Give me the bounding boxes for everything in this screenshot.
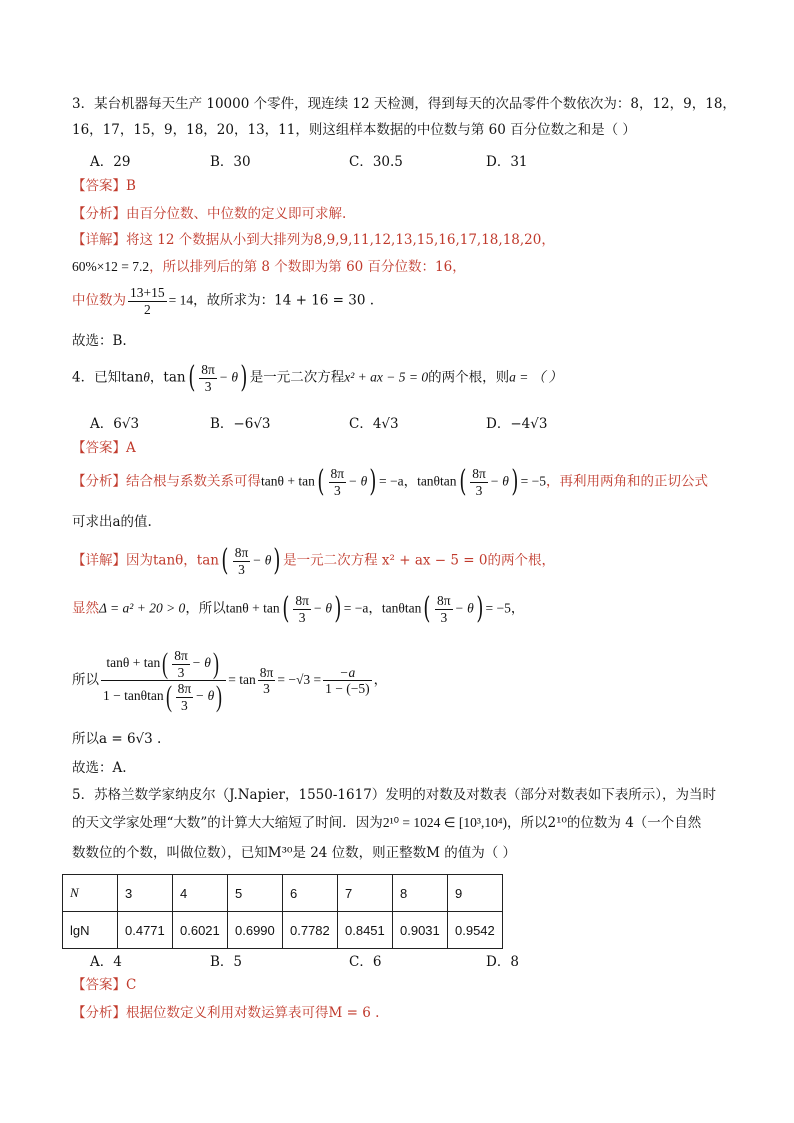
detail-pre: 所以 xyxy=(72,672,99,689)
right-paren: ) xyxy=(369,464,377,500)
table-cell: lgN xyxy=(63,912,118,949)
answer-value: C xyxy=(126,977,137,993)
fraction-numerator: 8π xyxy=(177,681,192,697)
left-paren: ( xyxy=(165,680,172,714)
stem-mid: 是一元二次方程 xyxy=(249,369,345,386)
minus-theta: − θ xyxy=(312,600,333,616)
left-paren: ( xyxy=(187,360,195,396)
analysis-eq1: = −a，tanθtan xyxy=(378,473,457,489)
detail-tag: 【详解】 xyxy=(72,232,126,248)
answer-tag: 【答案】 xyxy=(72,440,126,456)
q3-detail-line2 xyxy=(72,259,466,275)
angle-fraction xyxy=(435,593,453,625)
fraction-numerator: 8π xyxy=(330,466,345,481)
detail-text: 将这 12 个数据从小到大排列为8,9,9,11,12,13,15,16,17,18,18,20， xyxy=(126,232,555,248)
table-row xyxy=(63,912,503,949)
detail-tag: 【详解】 xyxy=(72,552,126,569)
median-fraction xyxy=(128,285,167,317)
q4-stem xyxy=(72,362,562,394)
fraction-numerator: 8π xyxy=(259,664,274,680)
fraction-numerator: 13+15 xyxy=(130,285,165,300)
left-paren: ( xyxy=(162,647,169,681)
fraction-denominator: 3 xyxy=(298,609,306,625)
q4-answer xyxy=(72,440,136,456)
q4-option-a: A．6√3 xyxy=(90,416,140,432)
q5-option-b: B．5 xyxy=(210,954,243,970)
fraction-numerator: 8π xyxy=(472,466,486,481)
minus-theta: − θ xyxy=(348,473,368,489)
detail-end: ， xyxy=(373,672,388,689)
angle-fraction xyxy=(293,593,311,625)
fraction-numerator: 8π xyxy=(437,593,451,608)
q4-detail-line2 xyxy=(72,593,524,625)
right-paren: ) xyxy=(240,360,248,396)
table-cell: 7 xyxy=(338,875,393,912)
q4-choose: 故选：A. xyxy=(72,760,127,776)
left-paren: ( xyxy=(458,464,466,500)
sum-text: ，故所求为：14 + 16 = 30 . xyxy=(193,292,375,309)
left-paren: ( xyxy=(317,464,325,500)
power-range: 2¹⁰ = 1024 ∈ [10³,10⁴) xyxy=(382,815,508,830)
fraction-denominator: 3 xyxy=(204,378,212,394)
q5-analysis xyxy=(72,1005,379,1021)
analysis-text: 根据位数定义利用对数运算表可得M = 6 . xyxy=(126,1005,380,1021)
minus-theta: − θ xyxy=(454,600,474,616)
angle-fraction xyxy=(233,545,251,577)
analysis-text: 由百分位数、中位数的定义即可求解. xyxy=(126,206,347,222)
q3-option-b: B．30 xyxy=(210,154,251,170)
fraction-denominator: 3 xyxy=(180,697,188,713)
stem-sep: ，tan xyxy=(149,369,186,386)
discriminant: Δ = a² + 20 > 0 xyxy=(99,600,186,616)
table-cell: 5 xyxy=(228,875,283,912)
fraction-denominator: 3 xyxy=(263,681,270,697)
q5-option-a: A．4 xyxy=(90,954,122,970)
q3-detail-line1 xyxy=(72,232,555,248)
q3-analysis xyxy=(72,206,346,222)
table-cell: 0.4771 xyxy=(118,912,173,949)
q4-detail-line3 xyxy=(72,648,387,713)
analysis-post: ，再利用两角和的正切公式 xyxy=(546,473,709,490)
left-paren: ( xyxy=(281,591,290,627)
q5-option-d: D．8 xyxy=(486,954,519,970)
fraction-numerator xyxy=(101,648,226,681)
right-paren: ) xyxy=(334,591,342,627)
median-value: = 14 xyxy=(168,292,194,308)
table-cell: 0.9031 xyxy=(393,912,448,949)
detail-mid: ，所以tanθ + tan xyxy=(185,600,280,616)
fraction-denominator: 1 − (−5) xyxy=(325,681,370,697)
answer-tag: 【答案】 xyxy=(72,977,126,993)
fraction-denominator: 3 xyxy=(440,609,448,625)
q4-option-c: C．4√3 xyxy=(349,416,399,432)
detail-eq: = −√3 = xyxy=(277,672,322,688)
answer-value: B xyxy=(126,178,136,194)
q3-stem-line1: 3．某台机器每天生产 10000 个零件，现连续 12 天检测，得到每天的次品零件个数依次为：8，12，9，18， xyxy=(72,96,736,112)
q4-option-d: D．−4√3 xyxy=(486,416,548,432)
detail-text: ，所以排列后的第 8 个数即为第 60 百分位数：16， xyxy=(149,259,466,275)
detail-eq: = −a，tanθtan xyxy=(343,600,422,616)
q4-option-b: B．−6√3 xyxy=(210,416,271,432)
analysis-tag: 【分析】 xyxy=(72,473,126,490)
right-paren: ) xyxy=(212,647,219,681)
detail-mid: = tan xyxy=(228,672,256,688)
table-cell: 0.7782 xyxy=(283,912,338,949)
table-cell: 0.8451 xyxy=(338,912,393,949)
right-paren: ) xyxy=(476,591,484,627)
right-paren: ) xyxy=(216,680,223,714)
table-row xyxy=(63,875,503,912)
ratio-fraction xyxy=(323,665,371,697)
analysis-pre: 结合根与系数关系可得 xyxy=(126,473,261,490)
log-table xyxy=(62,874,503,949)
table-cell: N xyxy=(63,875,118,912)
fraction-numerator: 8π xyxy=(174,648,188,663)
answer-value: A xyxy=(126,440,136,456)
q3-choose: 故选：B. xyxy=(72,333,127,349)
table-cell: 4 xyxy=(173,875,228,912)
theta-symbol: θ xyxy=(143,369,150,385)
angle-fraction xyxy=(176,681,194,713)
fraction-denominator xyxy=(101,681,226,713)
minus-theta: − θ xyxy=(195,688,215,704)
q3-option-d: D．31 xyxy=(486,154,528,170)
table-cell: 0.6990 xyxy=(228,912,283,949)
percentile-calc: 60%×12 = 7.2 xyxy=(72,259,150,274)
q3-detail-line3 xyxy=(72,285,374,317)
table-cell: 3 xyxy=(118,875,173,912)
minus-theta: − θ xyxy=(218,369,238,385)
angle-fraction xyxy=(258,665,276,697)
fraction-numerator: −a xyxy=(323,665,371,682)
minus-theta: − θ xyxy=(191,655,211,671)
detail-post: 是一元二次方程 x² + ax − 5 = 0的两个根， xyxy=(283,552,555,569)
fraction-denominator: 2 xyxy=(143,301,151,317)
stem-post: ，所以2¹⁰的位数为 4（一个自然 xyxy=(507,815,702,831)
table-cell: 0.9542 xyxy=(448,912,503,949)
q3-option-c: C．30.5 xyxy=(349,154,403,170)
right-paren: ) xyxy=(511,464,519,500)
analysis-tag: 【分析】 xyxy=(72,1005,126,1021)
left-paren: ( xyxy=(423,591,431,627)
denominator-text: 1 − tanθtan xyxy=(103,688,164,704)
fraction-numerator: 8π xyxy=(295,593,309,608)
answer-tag: 【答案】 xyxy=(72,178,126,194)
minus-theta: − θ xyxy=(489,473,509,489)
median-label: 中位数为 xyxy=(72,292,126,309)
q4-detail-line4: 所以a = 6√3 . xyxy=(72,731,162,747)
fraction-numerator: 8π xyxy=(201,362,215,377)
analysis-tag: 【分析】 xyxy=(72,206,126,222)
angle-fraction xyxy=(199,362,217,394)
fraction-denominator: 3 xyxy=(177,664,185,680)
table-cell: 6 xyxy=(283,875,338,912)
angle-fraction xyxy=(172,648,190,680)
question-a: a = （ ） xyxy=(509,369,563,385)
q5-stem-line3: 数数位的个数，叫做位数），已知M³⁰是 24 位数，则正整数M 的值为（ ） xyxy=(72,845,517,861)
fraction-denominator: 3 xyxy=(238,561,245,577)
stem-pre: 的天文学家处理“大数”的计算大大缩短了时间．因为 xyxy=(72,815,383,831)
fraction-numerator: 8π xyxy=(234,545,249,560)
q5-stem-line2 xyxy=(72,815,701,831)
numerator-text: tanθ + tan xyxy=(106,655,161,671)
angle-fraction xyxy=(470,466,488,498)
minus-theta: − θ xyxy=(252,552,272,568)
angle-fraction xyxy=(329,466,347,498)
right-paren: ) xyxy=(273,543,281,579)
stem-pre: 4．已知tan xyxy=(72,369,144,386)
q3-stem-line2: 16，17，15，9，18，20，13，11，则这组样本数据的中位数与第 60 百分位数之和是（ ） xyxy=(72,122,636,138)
detail-pre: 显然 xyxy=(72,600,99,617)
quadratic-equation: x² + ax − 5 = 0 xyxy=(344,369,429,385)
table-cell: 9 xyxy=(448,875,503,912)
detail-pre: 因为tanθ，tan xyxy=(126,552,219,569)
table-cell: 0.6021 xyxy=(173,912,228,949)
left-paren: ( xyxy=(221,543,229,579)
q3-option-a: A．29 xyxy=(90,154,131,170)
detail-end: = −5， xyxy=(485,600,525,616)
table-cell: 8 xyxy=(393,875,448,912)
q3-answer xyxy=(72,178,136,194)
q4-analysis-line2: 可求出a的值. xyxy=(72,514,152,530)
q5-answer xyxy=(72,977,136,993)
q4-detail-line1 xyxy=(72,545,555,577)
q5-option-c: C．6 xyxy=(349,954,382,970)
fraction-denominator: 3 xyxy=(475,482,483,498)
tangent-sum-fraction xyxy=(101,648,226,713)
q4-analysis: 【分析】结合根与系数关系可得tanθ + tan( $\frac{8\pi}{3}$ − θ) = −a，tanθtan( $\frac{8\pi}{3}$ − θ) = −5，再利用两角和的正切公式 xyxy=(72,464,709,500)
q5-stem-line1: 5．苏格兰数学家纳皮尔（J.Napier，1550-1617）发明的对数及对数表（部分对数表如下表所示），为当时 xyxy=(72,787,717,803)
stem-post: 的两个根，则 xyxy=(428,369,510,386)
analysis-eq2: = −5 xyxy=(520,473,547,489)
fraction-denominator: 3 xyxy=(333,482,341,498)
